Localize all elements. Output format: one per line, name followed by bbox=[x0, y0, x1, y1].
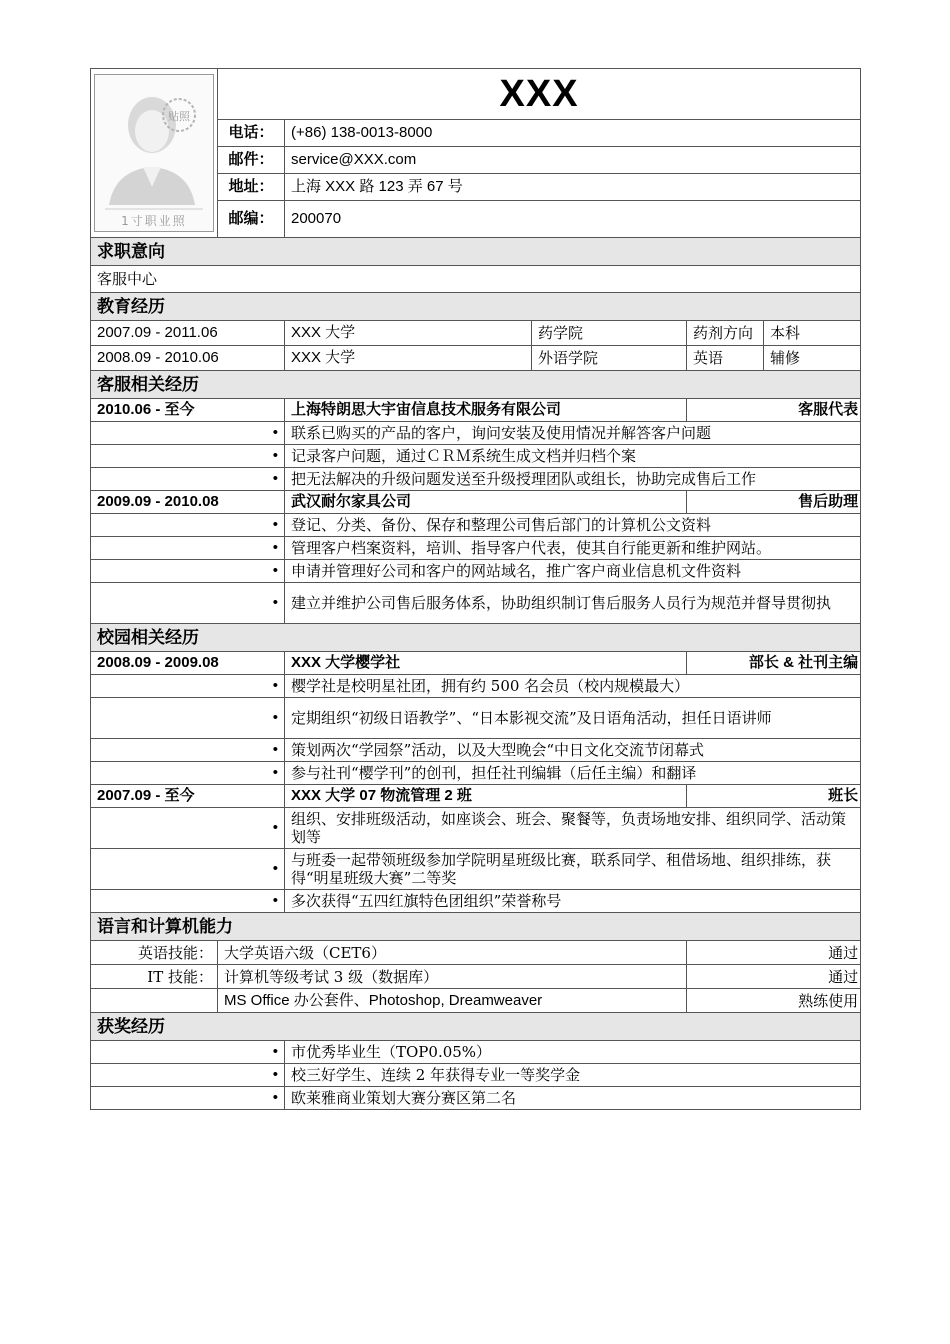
edu-school: XXX 大学 bbox=[285, 346, 532, 371]
list-item bbox=[91, 890, 861, 913]
email-value: service@XXX.com bbox=[285, 147, 861, 174]
skill-row bbox=[91, 989, 861, 1013]
list-item bbox=[91, 739, 861, 762]
job-period: 2010.06 - 至今 bbox=[91, 399, 285, 422]
list-item bbox=[91, 1087, 861, 1110]
job-header bbox=[91, 491, 861, 514]
list-item bbox=[91, 560, 861, 583]
education-row bbox=[91, 321, 861, 346]
skill-label bbox=[91, 989, 218, 1013]
bullet-icon: • bbox=[91, 808, 285, 849]
phone-label: 电话： bbox=[218, 120, 285, 147]
bullet-text: 建立并维护公司售后服务体系，协助组织制订售后服务人员行为规范并督导贯彻执 bbox=[285, 583, 861, 624]
bullet-text: 与班委一起带领班级参加学院明星班级比赛，联系同学、租借场地、组织排练，获得“明星班级大赛”二等奖 bbox=[285, 849, 861, 890]
skill-label: IT 技能： bbox=[91, 965, 218, 989]
skill-label: 英语技能： bbox=[91, 941, 218, 965]
bullet-icon: • bbox=[91, 739, 285, 762]
address-label: 地址： bbox=[218, 174, 285, 201]
bullet-text: 市优秀毕业生（TOP0.05%） bbox=[285, 1041, 861, 1064]
job-header bbox=[91, 652, 861, 675]
bullet-icon: • bbox=[91, 583, 285, 624]
edu-period: 2008.09 - 2010.06 bbox=[91, 346, 285, 371]
photo-caption: 1寸职业照 bbox=[121, 214, 187, 228]
job-role: 客服代表 bbox=[687, 399, 861, 422]
edu-degree: 本科 bbox=[764, 321, 861, 346]
bullet-icon: • bbox=[91, 890, 285, 913]
bullet-icon: • bbox=[91, 675, 285, 698]
section-title-skills: 语言和计算机能力 bbox=[91, 913, 861, 941]
section-title-service: 客服相关经历 bbox=[91, 371, 861, 399]
avatar bbox=[94, 74, 214, 232]
objective-value: 客服中心 bbox=[91, 266, 861, 293]
zipcode-value: 200070 bbox=[285, 201, 861, 238]
bullet-text: 联系已购买的产品的客户，询问安装及使用情况并解答客户问题 bbox=[285, 422, 861, 445]
job-role: 部长 & 社刊主编 bbox=[687, 652, 861, 675]
skill-status: 通过 bbox=[687, 941, 861, 965]
skill-value: 计算机等级考试 3 级（数据库） bbox=[218, 965, 687, 989]
skill-row bbox=[91, 965, 861, 989]
list-item bbox=[91, 1064, 861, 1087]
list-item bbox=[91, 675, 861, 698]
job-company: 武汉耐尔家具公司 bbox=[285, 491, 687, 514]
section-title-awards: 获奖经历 bbox=[91, 1013, 861, 1041]
section-title-objective: 求职意向 bbox=[91, 238, 861, 266]
section-title-education: 教育经历 bbox=[91, 293, 861, 321]
bullet-text: 策划两次“学园祭”活动，以及大型晚会“中日文化交流节闭幕式 bbox=[285, 739, 861, 762]
bullet-icon: • bbox=[91, 849, 285, 890]
job-company: XXX 大学樱学社 bbox=[285, 652, 687, 675]
bullet-text: 多次获得“五四红旗特色团组织”荣誉称号 bbox=[285, 890, 861, 913]
list-item bbox=[91, 808, 861, 849]
job-company: 上海特朗思大宇宙信息技术服务有限公司 bbox=[285, 399, 687, 422]
bullet-text: 参与社刊“樱学刊”的创刊，担任社刊编辑（后任主编）和翻译 bbox=[285, 762, 861, 785]
bullet-text: 樱学社是校明星社团，拥有约 500 名会员（校内规模最大） bbox=[285, 675, 861, 698]
list-item bbox=[91, 1041, 861, 1064]
skill-row bbox=[91, 941, 861, 965]
job-header bbox=[91, 399, 861, 422]
edu-major: 英语 bbox=[687, 346, 764, 371]
bullet-text: 记录客户问题，通过ＣＲＭ系统生成文档并归档个案 bbox=[285, 445, 861, 468]
phone-value: (+86) 138-0013-8000 bbox=[285, 120, 861, 147]
section-title-campus: 校园相关经历 bbox=[91, 624, 861, 652]
edu-period: 2007.09 - 2011.06 bbox=[91, 321, 285, 346]
edu-college: 药学院 bbox=[532, 321, 687, 346]
job-period: 2008.09 - 2009.08 bbox=[91, 652, 285, 675]
bullet-text: 定期组织“初级日语教学”、“日本影视交流”及日语角活动，担任日语讲师 bbox=[285, 698, 861, 739]
candidate-name: XXX bbox=[218, 69, 861, 120]
bullet-text: 组织、安排班级活动，如座谈会、班会、聚餐等，负责场地安排、组织同学、活动策划等 bbox=[285, 808, 861, 849]
bullet-text: 登记、分类、备份、保存和整理公司售后部门的计算机公文资料 bbox=[285, 514, 861, 537]
education-row bbox=[91, 346, 861, 371]
bullet-icon: • bbox=[91, 1087, 285, 1110]
job-period: 2007.09 - 至今 bbox=[91, 785, 285, 808]
resume bbox=[90, 68, 860, 1110]
skill-value: 大学英语六级（CET6） bbox=[218, 941, 687, 965]
skill-value: MS Office 办公套件、Photoshop, Dreamweaver bbox=[218, 989, 687, 1013]
edu-college: 外语学院 bbox=[532, 346, 687, 371]
edu-degree: 辅修 bbox=[764, 346, 861, 371]
list-item bbox=[91, 698, 861, 739]
bullet-icon: • bbox=[91, 537, 285, 560]
email-label: 邮件： bbox=[218, 147, 285, 174]
address-value: 上海 XXX 路 123 弄 67 号 bbox=[285, 174, 861, 201]
bullet-text: 管理客户档案资料，培训、指导客户代表，使其自行能更新和维护网站。 bbox=[285, 537, 861, 560]
person-silhouette-icon bbox=[95, 75, 213, 231]
bullet-icon: • bbox=[91, 1064, 285, 1087]
list-item bbox=[91, 422, 861, 445]
list-item bbox=[91, 849, 861, 890]
job-role: 售后助理 bbox=[687, 491, 861, 514]
skill-status: 通过 bbox=[687, 965, 861, 989]
list-item bbox=[91, 537, 861, 560]
bullet-icon: • bbox=[91, 560, 285, 583]
bullet-text: 申请并管理好公司和客户的网站域名，推广客户商业信息机文件资料 bbox=[285, 560, 861, 583]
bullet-text: 欧莱雅商业策划大赛分赛区第二名 bbox=[285, 1087, 861, 1110]
bullet-icon: • bbox=[91, 422, 285, 445]
bullet-icon: • bbox=[91, 445, 285, 468]
bullet-text: 校三好学生、连续 2 年获得专业一等奖学金 bbox=[285, 1064, 861, 1087]
skill-status: 熟练使用 bbox=[687, 989, 861, 1013]
job-period: 2009.09 - 2010.08 bbox=[91, 491, 285, 514]
bullet-icon: • bbox=[91, 514, 285, 537]
bullet-icon: • bbox=[91, 698, 285, 739]
zipcode-label: 邮编： bbox=[218, 201, 285, 238]
job-header bbox=[91, 785, 861, 808]
list-item bbox=[91, 583, 861, 624]
job-role: 班长 bbox=[687, 785, 861, 808]
list-item bbox=[91, 762, 861, 785]
bullet-icon: • bbox=[91, 762, 285, 785]
bullet-text: 把无法解决的升级问题发送至升级授理团队或组长，协助完成售后工作 bbox=[285, 468, 861, 491]
bullet-icon: • bbox=[91, 468, 285, 491]
photo-stamp-text: 贴照 bbox=[168, 110, 190, 123]
list-item bbox=[91, 468, 861, 491]
list-item bbox=[91, 514, 861, 537]
bullet-icon: • bbox=[91, 1041, 285, 1064]
edu-major: 药剂方向 bbox=[687, 321, 764, 346]
photo-cell bbox=[91, 69, 218, 238]
job-company: XXX 大学 07 物流管理 2 班 bbox=[285, 785, 687, 808]
list-item bbox=[91, 445, 861, 468]
edu-school: XXX 大学 bbox=[285, 321, 532, 346]
